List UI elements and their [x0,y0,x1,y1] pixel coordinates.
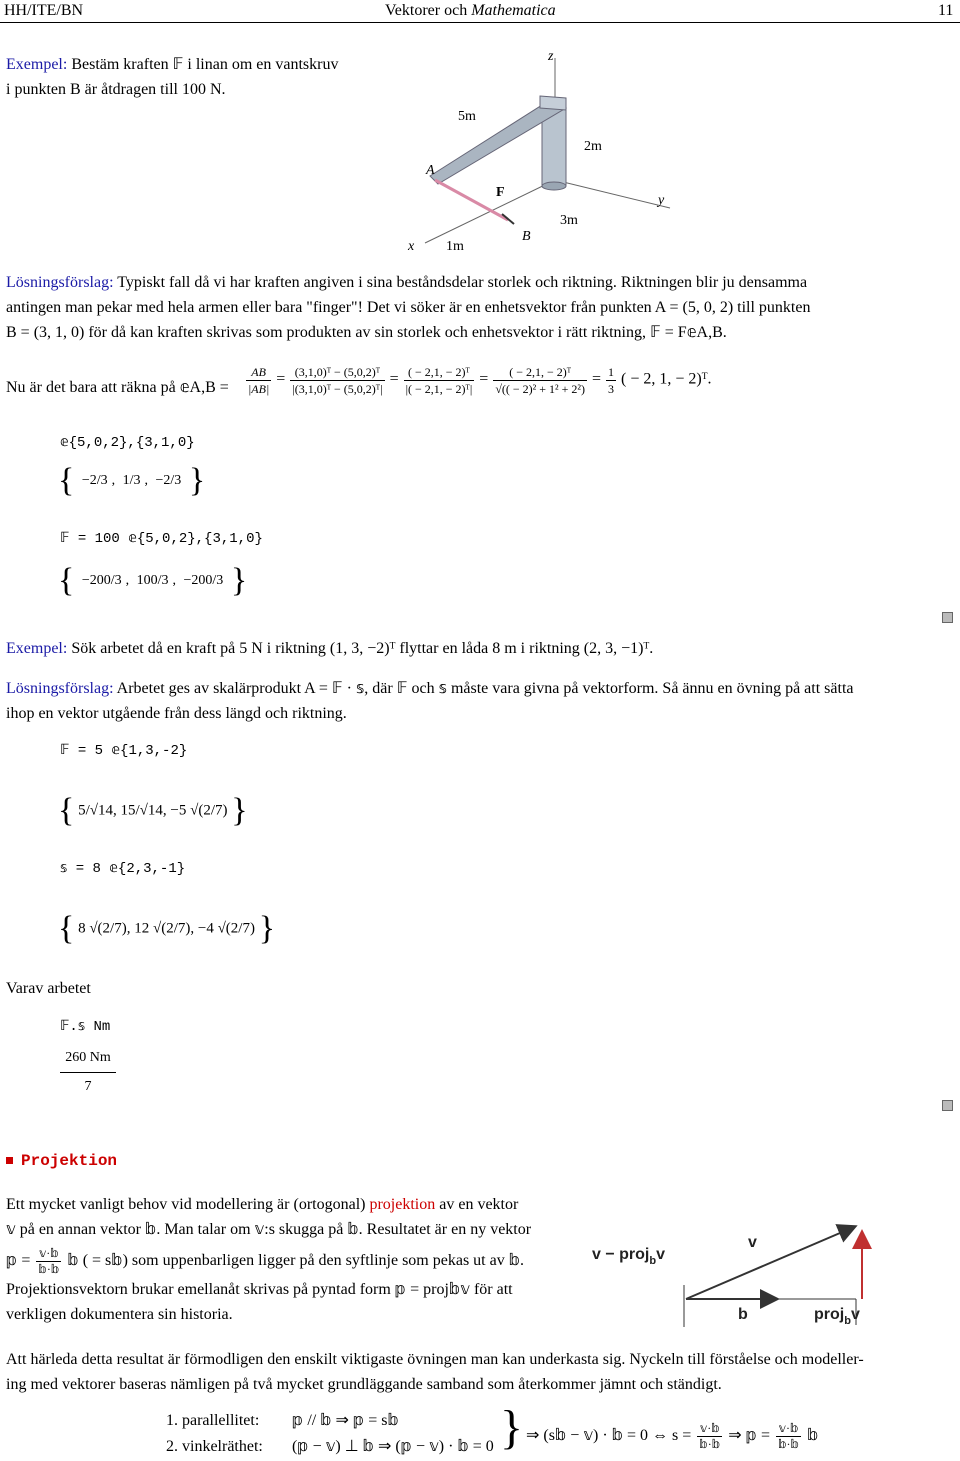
mma2-output2: { 8 √(2/7), 12 √(2/7), −4 √(2/7) } [58,910,276,947]
calc1-intro: Nu är det bara att räkna på 𝕖A,B = [6,379,229,396]
fig-label-z: z [548,49,554,64]
proj-p5: verkligen dokumentera sin historia. [6,1306,233,1323]
header-title-a: Vektorer och [385,2,472,19]
solution1-line3: B = (3, 1, 0) för då kan kraften skrivas som produkten av sin storlek och enhetsvektor i rätt riktning, 𝔽 = F𝕖A,B. [6,324,727,341]
fig-label-proj: proj$_b$v [814,1306,860,1327]
fig-label-v-minus-proj: v − proj$_b$v [592,1246,665,1267]
solution2-line2: ihop en vektor utgående från dess längd och riktning. [6,705,347,722]
example1-label: Exempel: [6,56,68,73]
mma1-input2: 𝔽 = 100 𝕖{5,0,2},{3,1,0} [60,531,263,547]
fig-label-2m: 2m [584,139,602,154]
example1-text1: Bestäm kraften 𝔽 i linan om en vantskruv [71,56,339,73]
solution1-label: Lösningsförslag: [6,274,114,291]
mma1-input1: 𝕖{5,0,2},{3,1,0} [60,435,195,451]
header-rule [0,22,960,23]
header-title [385,0,556,24]
cond-brace: } [500,1401,524,1454]
calc1-frac2: $\frac{\text{(3,1,0)ᵀ − (5,0,2)ᵀ}}{\text{|(3,1,0)ᵀ − (5,0,2)ᵀ|}}$ [292,365,383,396]
proj-p1: Ett mycket vanligt behov vid modellering är (ortogonal) projektion av en vektor [6,1196,519,1213]
mma2-output1: { 5/√14, 15/√14, −5 √(2/7) } [58,792,248,829]
fig-label-v: v [748,1234,757,1251]
solution2-label: Lösningsförslag: [6,680,114,697]
y-axis [555,180,670,208]
calc1-row: $\frac{AB}{|AB|}$ = $\frac{\text{(3,1,0)ᵀ − (5,0,2)ᵀ}}{\text{|(3,1,0)ᵀ − (5,0,2)ᵀ|}}$ = $\frac{\text{( − 2,1, − 2)ᵀ}}{\text{|( − 2,1, − 2)ᵀ|}}$ = $\frac{\text{( − 2,1, − 2)ᵀ}}{\text{√(( − 2)² + 1² + 2²)}}$ = $\frac{1}{3}$ ( − 2, 1, − 2)ᵀ. [248,365,712,396]
cond2-label: 2. vinkelräthet: [166,1438,263,1455]
crane-figure [390,48,690,258]
proj-p3: 𝕡 = $\frac{\text{𝕧·𝕓}}{\text{𝕓·𝕓}}$ 𝕓 ( = s𝕓) som uppenbarligen ligger på den syftlinje som pekas ut av 𝕓. [6,1246,525,1276]
mma2-output3: 260 Nm 7 [60,1050,116,1095]
page-number: 11 [938,2,954,19]
cond1-label: 1. parallellitet: [166,1412,260,1429]
proj-p2: 𝕧 på en annan vektor 𝕓. Man talar om 𝕧:s skugga på 𝕓. Resultatet är en ny vektor [6,1221,532,1238]
cell-marker-2[interactable] [942,1100,953,1111]
cond-result: ⇒ (s𝕓 − 𝕧) · 𝕓 = 0 ⇔ s = $\frac{\text{𝕧·𝕓}}{\text{𝕓·𝕓}}$ ⇒ 𝕡 = $\frac{\text{𝕧·𝕓}}{\text{𝕓·𝕓}}$ 𝕓 [526,1421,819,1451]
fig-label-5m: 5m [458,109,476,124]
proj-p4: Projektionsvektorn brukar emellanåt skrivas på pyntad form 𝕡 = proj𝕓𝕧 för att [6,1281,513,1298]
mma1-output1: { −2/3 , 1/3 , −2/3 } [58,462,206,499]
fig-label-3m: 3m [560,213,578,228]
proj-p6: Att härleda detta resultat är förmodligen den enskilt viktigaste övningen man kan underkasta sig. Nyckeln till förståelse och modeller- [6,1351,864,1368]
example2 [6,636,653,662]
calc1-frac1: $\frac{AB}{|AB|}$ [248,365,270,396]
vector-v-arrow [686,1227,854,1299]
mma1-output2: { −200/3 , 100/3 , −200/3 } [58,562,248,599]
solution1-line1 [6,270,807,296]
proj-p7: ing med vektorer baseras nämligen på två mycket grundläggande samband som återkommer jämnt och ständigt. [6,1376,722,1393]
fig-label-A: A [426,163,435,178]
fig-label-x: x [408,239,415,254]
fig-label-B: B [522,229,531,244]
solution2-line1 [6,676,853,702]
calc1-frac4: $\frac{\text{( − 2,1, − 2)ᵀ}}{\text{√(( − 2)² + 1² + 2²)}}$ [495,365,585,396]
fig-label-y: y [658,193,665,208]
projection-heading: Projektion [6,1152,117,1170]
calc1-frac5: $\frac{1}{3}$ [608,365,615,396]
arm-top [540,96,566,110]
cond2-expr: (𝕡 − 𝕧) ⊥ 𝕓 ⇒ (𝕡 − 𝕧) · 𝕓 = 0 [292,1438,494,1455]
mma2-input2: 𝕤 = 8 𝕖{2,3,-1} [60,861,186,877]
cond1-expr: 𝕡 // 𝕓 ⇒ 𝕡 = s𝕓 [292,1412,399,1429]
mma2-input1: 𝔽 = 5 𝕖{1,3,-2} [60,743,188,759]
fig-label-F: F [496,185,505,200]
calc1-frac3: $\frac{\text{( − 2,1, − 2)ᵀ}}{\text{|( − 2,1, − 2)ᵀ|}}$ [405,365,473,396]
mma2-input3: 𝔽.𝕤 Nm [60,1019,111,1035]
example2-label: Exempel: [6,640,68,657]
header-title-b: Mathematica [471,2,556,19]
projection-figure [586,1215,906,1330]
fig-label-b: b [738,1306,748,1323]
example1-line2: i punkten B är åtdragen till 100 N. [6,81,226,98]
heading-bullet-icon [6,1157,13,1164]
header-left: HH/ITE/BN [4,2,84,19]
solution2-text1: Arbetet ges av skalärprodukt A = 𝔽 · 𝕤, där 𝔽 och 𝕤 måste vara givna på vektorform. Så ännu en övning på att sätta [116,680,854,697]
varav-text: Varav arbetet [6,980,91,997]
fig-label-1m: 1m [446,239,464,254]
solution1-text1: Typiskt fall då vi har kraften angiven i sina beståndsdelar storlek och riktning. Riktningen blir ju densamma [117,274,808,291]
solution1-line2: antingen man pekar med hela armen eller bara "finger"! Det vi söker är en enhetsvektor från punkten A = (5, 0, 2) till punkten [6,299,811,316]
cell-marker-1[interactable] [942,612,953,623]
example2-text: Sök arbetet då en kraft på 5 N i riktning (1, 3, −2)ᵀ flyttar en låda 8 m i riktning (2, 3, −1)ᵀ. [71,640,654,657]
example1-line1 [6,52,338,78]
